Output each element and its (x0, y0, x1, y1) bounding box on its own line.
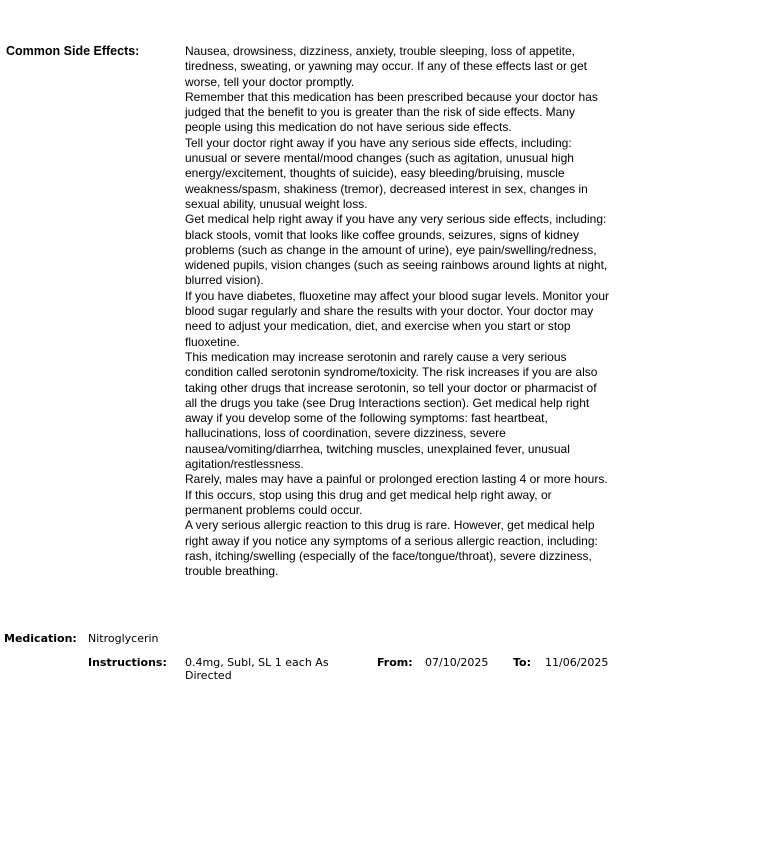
medication-name: Nitroglycerin (88, 632, 159, 645)
from-label: From: (377, 656, 413, 669)
instructions-value: 0.4mg, Subl, SL 1 each As Directed (185, 656, 329, 682)
side-effects-paragraph: Tell your doctor right away if you have any serious side effects, including: unusual or severe mental/mood changes (such as agitation, unusual high energy/excitement, thoughts of suicide), easy bleeding/bruising, muscle weakness/spasm, shakiness (tremor), decreased interest in sex, changes in sexual ability, unusual weight loss. (185, 135, 588, 211)
side-effects-paragraph: A very serious allergic reaction to this drug is rare. However, get medical help right away if you notice any symptoms of a serious allergic reaction, including: rash, itching/swelling (especially of the face/tongue/throat), severe dizziness, trouble breathing. (185, 518, 598, 579)
side-effects-paragraph: Get medical help right away if you have any very serious side effects, including: black stools, vomit that looks like coffee grounds, seizures, signs of kidney problems (such as change in the amount of urine), eye pain/swelling/redness, widened pupils, vision changes (such as seeing rainbows around lights at night, blurred vision). (185, 212, 608, 288)
to-date: 11/06/2025 (545, 656, 609, 669)
side-effects-paragraph: Rarely, males may have a painful or prolonged erection lasting 4 or more hours. If this occurs, stop using this drug and get medical help right away, or permanent problems could occur. (185, 472, 608, 517)
instructions-label: Instructions: (88, 656, 167, 669)
side-effects-label: Common Side Effects: (6, 44, 140, 58)
medication-label: Medication: (4, 632, 77, 645)
from-date: 07/10/2025 (425, 656, 489, 669)
to-label: To: (513, 656, 531, 669)
side-effects-paragraph: Remember that this medication has been prescribed because your doctor has judged that the benefit to you is greater than the risk of side effects. Many people using this medication do not have serious side effects. (185, 89, 598, 135)
side-effects-body (185, 44, 610, 579)
side-effects-paragraph: Nausea, drowsiness, dizziness, anxiety, trouble sleeping, loss of appetite, tiredness, sweating, or yawning may occur. If any of these effects last or get worse, tell your doctor promptly. (185, 44, 587, 89)
side-effects-paragraph: This medication may increase serotonin and rarely cause a very serious condition called serotonin syndrome/toxicity. The risk increases if you are also taking other drugs that increase serotonin, so tell your doctor or pharmacist of all the drugs you take (see Drug Interactions section). Get medical help right away if you develop some of the following symptoms: fast heartbeat, hallucinations, loss of coordination, severe dizziness, severe nausea/vomiting/diarrhea, twitching muscles, unexplained fever, unusual agitation/restlessness. (185, 349, 598, 472)
side-effects-paragraph: If you have diabetes, fluoxetine may affect your blood sugar levels. Monitor your blood sugar regularly and share the results with your doctor. Your doctor may need to adjust your medication, diet, and exercise when you start or stop fluoxetine. (185, 288, 610, 349)
